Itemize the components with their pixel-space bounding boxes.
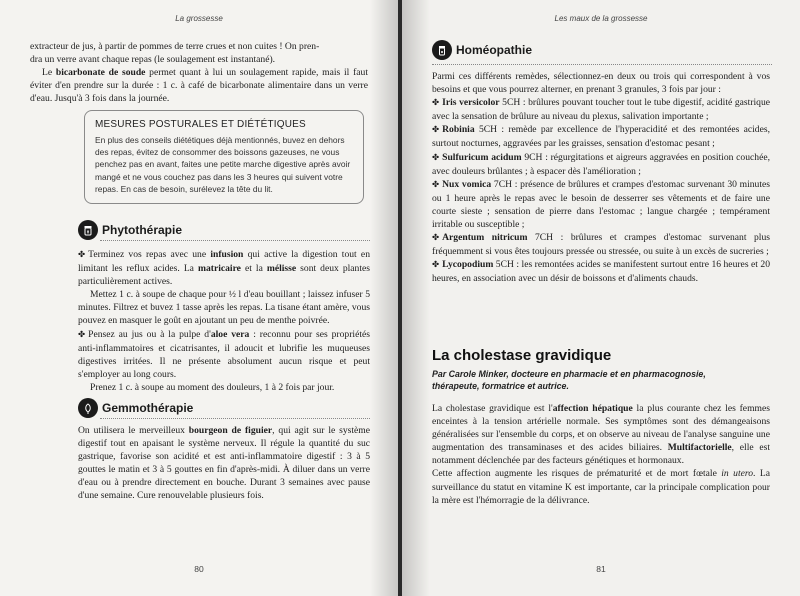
bud-icon [78, 398, 98, 418]
bullet-icon: ✤ [432, 152, 440, 163]
homeo-title: Homéopathie [456, 43, 533, 57]
intro-line-2: dra un verre avant chaque repas (le soulagement est instantané). [30, 54, 276, 66]
phyto-p3: ✤ Pensez au jus ou à la pulpe d'aloe vera : reconnu pour ses propriétés anti-inflammatoires et cicatrisantes, il adoucit et lubrifie les muqueuses digestives irritées. Il ne présente absolument aucun risque et peut s'employer au long cours. [78, 328, 370, 380]
left-folio: 80 [194, 564, 204, 574]
remedy-item: ✤ Iris versicolor 5CH : brûlures pouvant toucher tout le tube digestif, acidité gastrique avec la sensation de brûlure au niveau du plexus, salivation importante ; [432, 97, 770, 123]
cholestase-text [432, 402, 770, 507]
homeo-text [432, 70, 770, 286]
gemmo-title: Gemmothérapie [102, 401, 194, 415]
phyto-p1: ✤ Terminez vos repas avec une infusion qui active la digestion tout en limitant les reflux acides. La matricaire et la mélisse sont deux plantes particulièrement actives. [78, 249, 371, 288]
phyto-text [78, 248, 370, 394]
remedy-item: ✤ Nux vomica 7CH : présence de brûlures et crampes d'estomac survenant 30 minutes ou 1 heure après le repas avec le besoin de desserrer ses vêtements et de faire une courte sieste ; sensation de pierre dans l'estomac ; langue chargée ; tempérament irritable ou susceptible ; [432, 178, 771, 231]
gemmo-divider [100, 418, 370, 419]
phyto-p4: Prenez 1 c. à soupe au moment des douleurs, 1 à 2 fois par jour. [90, 381, 335, 393]
cholestase-title: La cholestase gravidique [432, 347, 612, 364]
box-body: En plus des conseils diététiques déjà mentionnés, buvez en dehors des repas, évitez de consommer des boissons gazeuses, ne vous penchez pas en avant, faites une petite marche digestive après avoir mangé et ne vous couchez pas dans les 3 heures qui suivent votre repas. En cas de besoin, surélevez la tête du lit. [95, 135, 351, 194]
homeo-heading [432, 40, 532, 60]
bullet-icon: ✤ [432, 179, 440, 190]
phyto-title: Phytothérapie [102, 223, 183, 237]
cholestase-byline: Par Carole Minker, docteure en pharmacie et en pharmacognosie, thérapeute, formatrice et autrice. [432, 369, 706, 391]
remedy-item: ✤ Argentum nitricum 7CH : brûlures et crampes d'estomac survenant plus fréquemment si vous êtes toujours pressée ou stressée, ou suite à un excès de sucreries ; [432, 232, 770, 258]
postural-advice-box [84, 110, 364, 204]
bullet-icon: ✤ [432, 125, 440, 136]
right-page [402, 0, 800, 596]
remedy-item: ✤ Robinia 5CH : remède par excellence de l'hyperacidité et des remontées acides, surtout nocturnes, aggravées par les graisses, sensation d'estomac pesant ; [432, 124, 770, 150]
bicarbonate-paragraph: Le bicarbonate de soude permet quant à lui un soulagement rapide, mais il faut éviter d'en prendre sur la durée : 1 c. à café de bicarbonate alimentaire dans un verre d'eau. Jusqu'à 3 fois dans la journée. [30, 67, 368, 105]
phyto-divider [100, 240, 370, 241]
remedy-item: ✤ Lycopodium 5CH : les remontées acides se manifestent surtout entre 16 heures et 20 heures, en association avec un désir de boissons et d'aliments chauds. [432, 259, 771, 285]
bullet-icon: ✤ [78, 329, 86, 340]
left-running-head: La grossesse [175, 14, 223, 23]
box-title: MESURES POSTURALES ET DIÉTÉTIQUES [95, 119, 306, 130]
cholestase-p2: Cette affection augmente les risques de prématurité et de mort fœtale in utero. La surveillance du statut en vitamine K est importante, car la principale complication pour la mère est l'hémorragie de la délivrance. [432, 468, 770, 506]
left-intro [30, 40, 368, 105]
right-running-head: Les maux de la grossesse [554, 14, 648, 23]
right-folio: 81 [596, 564, 606, 574]
phyto-heading [78, 220, 182, 240]
intro-line-1: extracteur de jus, à partir de pommes de terre crues et non cuites ! On pren- [30, 41, 320, 52]
globules-icon [432, 40, 452, 60]
bullet-icon: ✤ [432, 233, 440, 244]
homeo-intro: Parmi ces différents remèdes, sélectionnez-en deux ou trois qui correspondent à vos besoins et que vous pourrez alterner, en prenant 3 granules, 3 fois par jour : [432, 71, 770, 96]
herbal-jar-icon [78, 220, 98, 240]
bullet-icon: ✤ [432, 260, 440, 271]
bullet-icon: ✤ [432, 98, 440, 109]
phyto-p2: Mettez 1 c. à soupe de chaque pour ½ l d'eau bouillant ; laissez infuser 5 minutes. Filtrez et buvez 1 tasse après les repas. La tisane étant amère, vous pouvez en masquer le goût en ajoutant un peu de menthe poivrée. [78, 289, 370, 327]
bullet-icon: ✤ [78, 250, 86, 260]
homeo-divider [432, 64, 772, 65]
gemmo-text [78, 424, 370, 503]
left-page [0, 0, 398, 596]
gemmo-p: On utilisera le merveilleux bourgeon de figuier, qui agit sur le système digestif tout en apaisant le système nerveux. Il régule la quantité du suc gastrique, favorise son acidité et est anti-inflammatoire digestif : 3 à 5 gouttes le matin et 3 à 5 gouttes en fin d'après-midi. À diluer dans un verre d'eau ou à prendre directement en bouche. Durant 3 semaines avec pause d'une semaine. Cure renouvelable plusieurs fois. [78, 425, 371, 502]
gemmo-heading [78, 398, 193, 418]
cholestase-p1: La cholestase gravidique est l'affection hépatique la plus courante chez les femmes enceintes à la tension artérielle normale. Ses symptômes sont des démangeaisons généralisées sur l'ensemble du corps, et on observe au niveau de l'analyse sanguine une augmentation des transaminases et des acides biliaires. Multifactorielle, elle est notamment déclenchée par des facteurs génétiques et hormonaux. [432, 403, 770, 467]
remedy-item: ✤ Sulfuricum acidum 9CH : régurgitations et aigreurs aggravées en position couchée, avec douleurs brûlantes ; à espacer dès l'amélioration ; [432, 151, 770, 177]
